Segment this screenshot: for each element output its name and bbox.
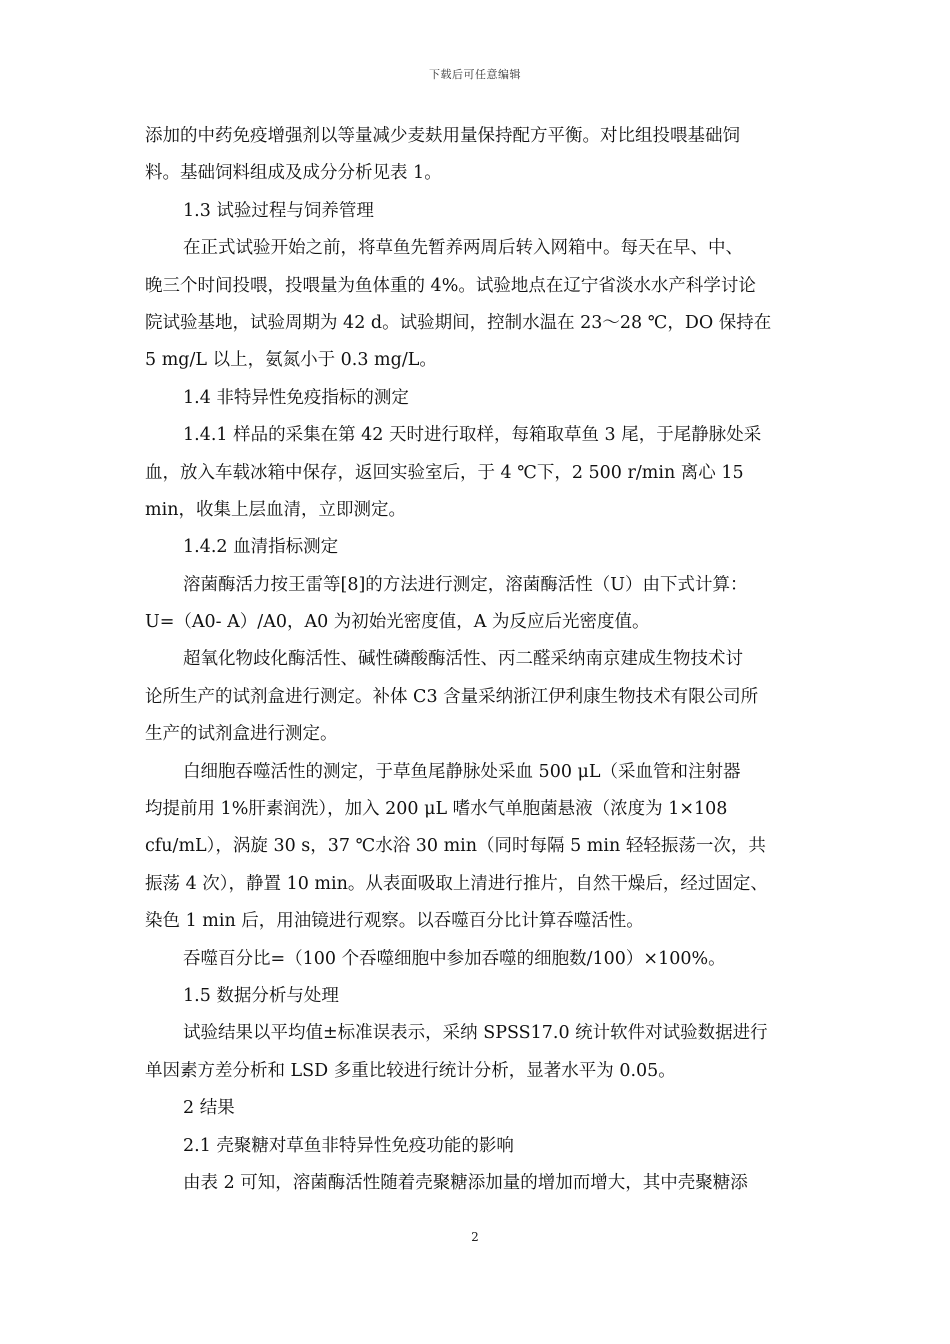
text-line-17: 生产的试剂盒进行测定。 — [145, 724, 338, 745]
text-line-9: 1.4.1 样品的采集在第 42 天时进行取样，每箱取草鱼 3 尾，于尾静脉处采 — [183, 425, 762, 446]
section-heading-1-4-2: 1.4.2 血清指标测定 — [183, 537, 339, 558]
formula-line: U=（A0- A）/A0，A0 为初始光密度值，A 为反应后光密度值。 — [145, 612, 650, 633]
text-line-22: 染色 1 min 后，用油镜进行观察。以吞噬百分比计算吞噬活性。 — [145, 911, 644, 932]
text-line-5: 晚三个时间投喂，投喂量为鱼体重的 4%。试验地点在辽宁省淡水水产科学讨论 — [145, 275, 756, 296]
page-number: 2 — [471, 1230, 479, 1244]
text-line-10: 血，放入车载冰箱中保存，返回实验室后，于 4 ℃下，2 500 r/min 离心 15 — [145, 462, 744, 483]
text-line-2: 料。基础饲料组成及成分分析见表 1。 — [145, 163, 442, 184]
text-line-1: 添加的中药免疫增强剂以等量减少麦麸用量保持配方平衡。对比组投喂基础饲 — [145, 126, 740, 146]
text-line-19: 均提前用 1%肝素润洗），加入 200 μL 嗜水气单胞菌悬液（浓度为 1×108 — [145, 799, 728, 820]
text-line-7: 5 mg/L 以上，氨氮小于 0.3 mg/L。 — [145, 350, 437, 371]
section-heading-1-5: 1.5 数据分析与处理 — [183, 985, 339, 1006]
text-line-26: 单因素方差分析和 LSD 多重比较进行统计分析，显著水平为 0.05。 — [145, 1060, 676, 1081]
page-header: 下载后可任意编辑 — [429, 68, 521, 81]
text-line-11: min，收集上层血清，立即测定。 — [145, 499, 406, 520]
text-line-4: 在正式试验开始之前，将草鱼先暂养两周后转入网箱中。每天在早、中、 — [183, 238, 743, 259]
section-heading-1-3: 1.3 试验过程与饲养管理 — [183, 200, 374, 221]
text-line-20: cfu/mL），涡旋 30 s，37 ℃水浴 30 min（同时每隔 5 min 轻轻振荡一次，共 — [145, 836, 766, 857]
text-line-16: 论所生产的试剂盒进行测定。补体 C3 含量采纳浙江伊利康生物技术有限公司所 — [145, 686, 759, 707]
formula-phagocytosis: 吞噬百分比=（100 个吞噬细胞中参加吞噬的细胞数/100）×100%。 — [183, 948, 726, 969]
text-line-21: 振荡 4 次），静置 10 min。从表面吸取上清进行推片，自然干燥后，经过固定、 — [145, 873, 768, 894]
section-heading-2-1: 2.1 壳聚糖对草鱼非特异性免疫功能的影响 — [183, 1135, 514, 1156]
text-line-18: 白细胞吞噬活性的测定，于草鱼尾静脉处采血 500 μL（采血管和注射器 — [183, 761, 741, 782]
text-line-6: 院试验基地，试验周期为 42 d。试验期间，控制水温在 23～28 ℃，DO 保持在 — [145, 312, 772, 333]
text-line-25: 试验结果以平均值±标准误表示，采纳 SPSS17.0 统计软件对试验数据进行 — [183, 1023, 768, 1044]
text-line-15: 超氧化物歧化酶活性、碱性磷酸酶活性、丙二醛采纳南京建成生物技术讨 — [183, 649, 743, 670]
section-heading-1-4: 1.4 非特异性免疫指标的测定 — [183, 387, 409, 408]
document-body — [145, 118, 807, 1202]
text-line-13: 溶菌酶活力按王雷等[8]的方法进行测定，溶菌酶活性（U）由下式计算： — [183, 574, 748, 595]
text-line-29: 由表 2 可知，溶菌酶活性随着壳聚糖添加量的增加而增大，其中壳聚糖添 — [183, 1172, 748, 1193]
section-heading-2: 2 结果 — [183, 1098, 235, 1119]
